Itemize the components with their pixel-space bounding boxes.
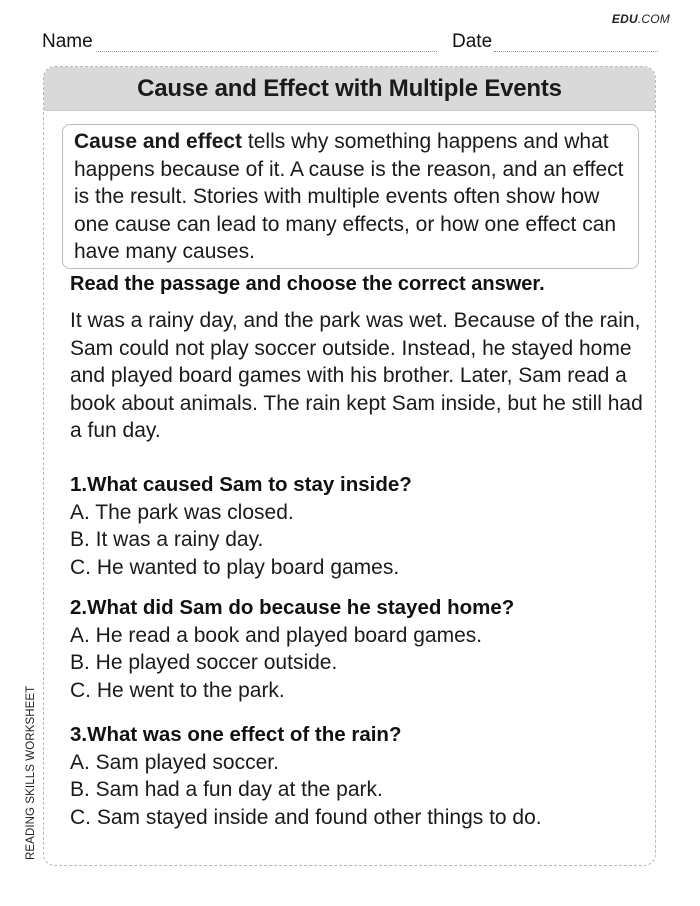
question-1 [70,471,656,581]
definition-box [62,124,639,269]
worksheet-title: Cause and Effect with Multiple Events [137,74,562,102]
answer-option-c[interactable]: C. He went to the park. [70,678,285,702]
side-category-label: READING SKILLS WORKSHEET [25,685,37,860]
question-text: 3.What was one effect of the rain? [70,723,402,746]
answer-option-a[interactable]: A. Sam played soccer. [70,750,279,774]
question-2 [70,594,656,704]
answer-option-b[interactable]: B. He played soccer outside. [70,651,338,674]
date-field-line[interactable] [494,51,658,52]
name-label: Name [42,31,93,52]
definition-text: tells why something happens and what happens because of it. A cause is the reason, and an effect is the result. Stories with multiple events often show how one cause can lead to many effects, or how one effect can have many causes. [74,130,624,263]
reading-passage: It was a rainy day, and the park was wet. Because of the rain, Sam could not play soccer outside. Instead, he stayed home and played board games with his brother. Later, Sam read a book about animals. The rain kept Sam inside, but he still had a fun day. [70,309,643,442]
question-3 [70,721,656,831]
name-field-line[interactable] [96,51,437,52]
brand-logo [612,12,670,26]
brand-logo-suffix: .COM [637,12,670,26]
worksheet-card [43,66,656,866]
instruction-text: Read the passage and choose the correct answer. [70,273,545,295]
name-date-row [42,30,658,54]
question-text: 1.What caused Sam to stay inside? [70,473,412,496]
title-band [44,67,655,111]
date-label: Date [452,31,493,52]
answer-option-b[interactable]: B. Sam had a fun day at the park. [70,778,383,801]
question-text: 2.What did Sam do because he stayed home? [70,596,515,619]
definition-term: Cause and effect [74,130,243,153]
answer-option-b[interactable]: B. It was a rainy day. [70,528,264,551]
answer-option-a[interactable]: A. He read a book and played board games. [70,623,483,647]
answer-option-c[interactable]: C. He wanted to play board games. [70,555,400,579]
brand-logo-bold: EDU [611,12,638,26]
answer-option-c[interactable]: C. Sam stayed inside and found other things to do. [70,805,542,829]
answer-option-a[interactable]: A. The park was closed. [70,500,294,524]
